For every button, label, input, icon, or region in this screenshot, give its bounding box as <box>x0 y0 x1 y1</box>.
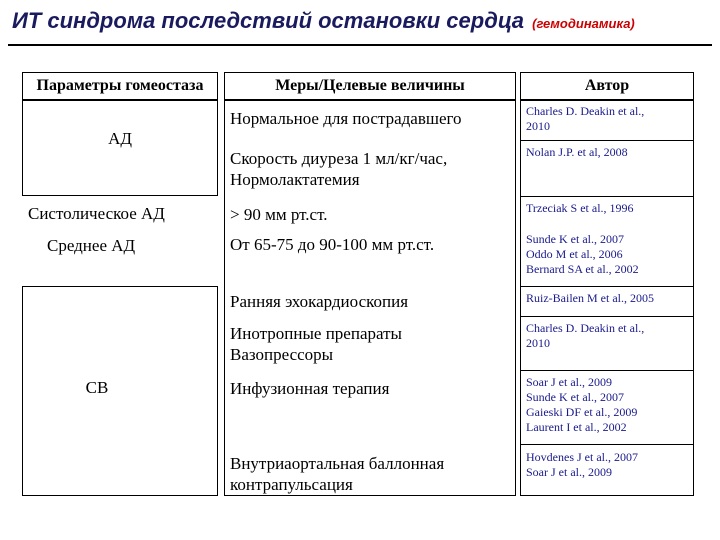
param-sv: СВ <box>85 378 109 397</box>
author-row-sep <box>520 286 694 287</box>
measure-text: Ранняя эхокардиоскопия <box>230 292 409 311</box>
param-systolic: Систолическое АД <box>28 204 165 223</box>
author-cell <box>526 321 690 351</box>
title-main: ИТ синдрома последствий остановки сердца <box>12 8 524 33</box>
header-params: Параметры гомеостаза <box>36 77 204 94</box>
measure-text: Скорость диуреза 1 мл/кг/час, Нормолактатемия <box>230 149 448 189</box>
header-params-box <box>22 72 218 100</box>
title-subtitle: (гемодинамика) <box>532 16 635 31</box>
title-rule <box>8 44 712 46</box>
author-cell <box>526 450 690 480</box>
author-line: Hovdenes J et al., 2007 <box>526 450 638 464</box>
param-ad: АД <box>108 129 132 148</box>
author-cell <box>526 375 690 435</box>
author-line: Soar J et al., 2009 <box>526 375 612 389</box>
author-cell <box>526 232 690 277</box>
header-author: Автор <box>584 77 630 94</box>
measure-text: Инфузионная терапия <box>230 379 390 398</box>
measure-text: От 65-75 до 90-100 мм рт.ст. <box>230 235 435 254</box>
author-line: Trzeciak S et al., 1996 <box>526 201 634 215</box>
header-author-box <box>520 72 694 100</box>
author-cell <box>526 291 690 306</box>
author-row-sep <box>520 140 694 141</box>
author-line: Charles D. Deakin et al., <box>526 321 645 335</box>
author-line: Gaieski DF et al., 2009 <box>526 405 638 419</box>
author-cell <box>526 145 690 160</box>
author-row-sep <box>520 444 694 445</box>
author-row-sep <box>520 196 694 197</box>
slide-title <box>12 8 635 34</box>
measure-text: Инотропные препараты Вазопрессоры <box>230 324 402 364</box>
author-line: 2010 <box>526 336 550 350</box>
author-line: Sunde K et al., 2007 <box>526 390 624 404</box>
author-line: 2010 <box>526 119 550 133</box>
author-row-sep <box>520 316 694 317</box>
author-line: Oddo M et al., 2006 <box>526 247 623 261</box>
author-line: Laurent I et al., 2002 <box>526 420 627 434</box>
author-line: Ruiz-Bailen M et al., 2005 <box>526 291 654 305</box>
measure-text: > 90 мм рт.ст. <box>230 205 328 224</box>
header-measures-box <box>224 72 516 100</box>
param-mean: Среднее АД <box>47 236 136 255</box>
author-line: Sunde K et al., 2007 <box>526 232 624 246</box>
author-row-sep <box>520 370 694 371</box>
measure-text: Внутриаортальная баллонная контрапульсация <box>230 454 445 494</box>
author-line: Soar J et al., 2009 <box>526 465 612 479</box>
author-line: Bernard SA et al., 2002 <box>526 262 639 276</box>
author-line: Nolan J.P. et al, 2008 <box>526 145 628 159</box>
author-cell <box>526 104 690 134</box>
author-cell <box>526 201 690 216</box>
measure-text: Нормальное для пострадавшего <box>230 109 462 128</box>
author-line: Charles D. Deakin et al., <box>526 104 645 118</box>
header-measures: Меры/Целевые величины <box>275 77 465 94</box>
